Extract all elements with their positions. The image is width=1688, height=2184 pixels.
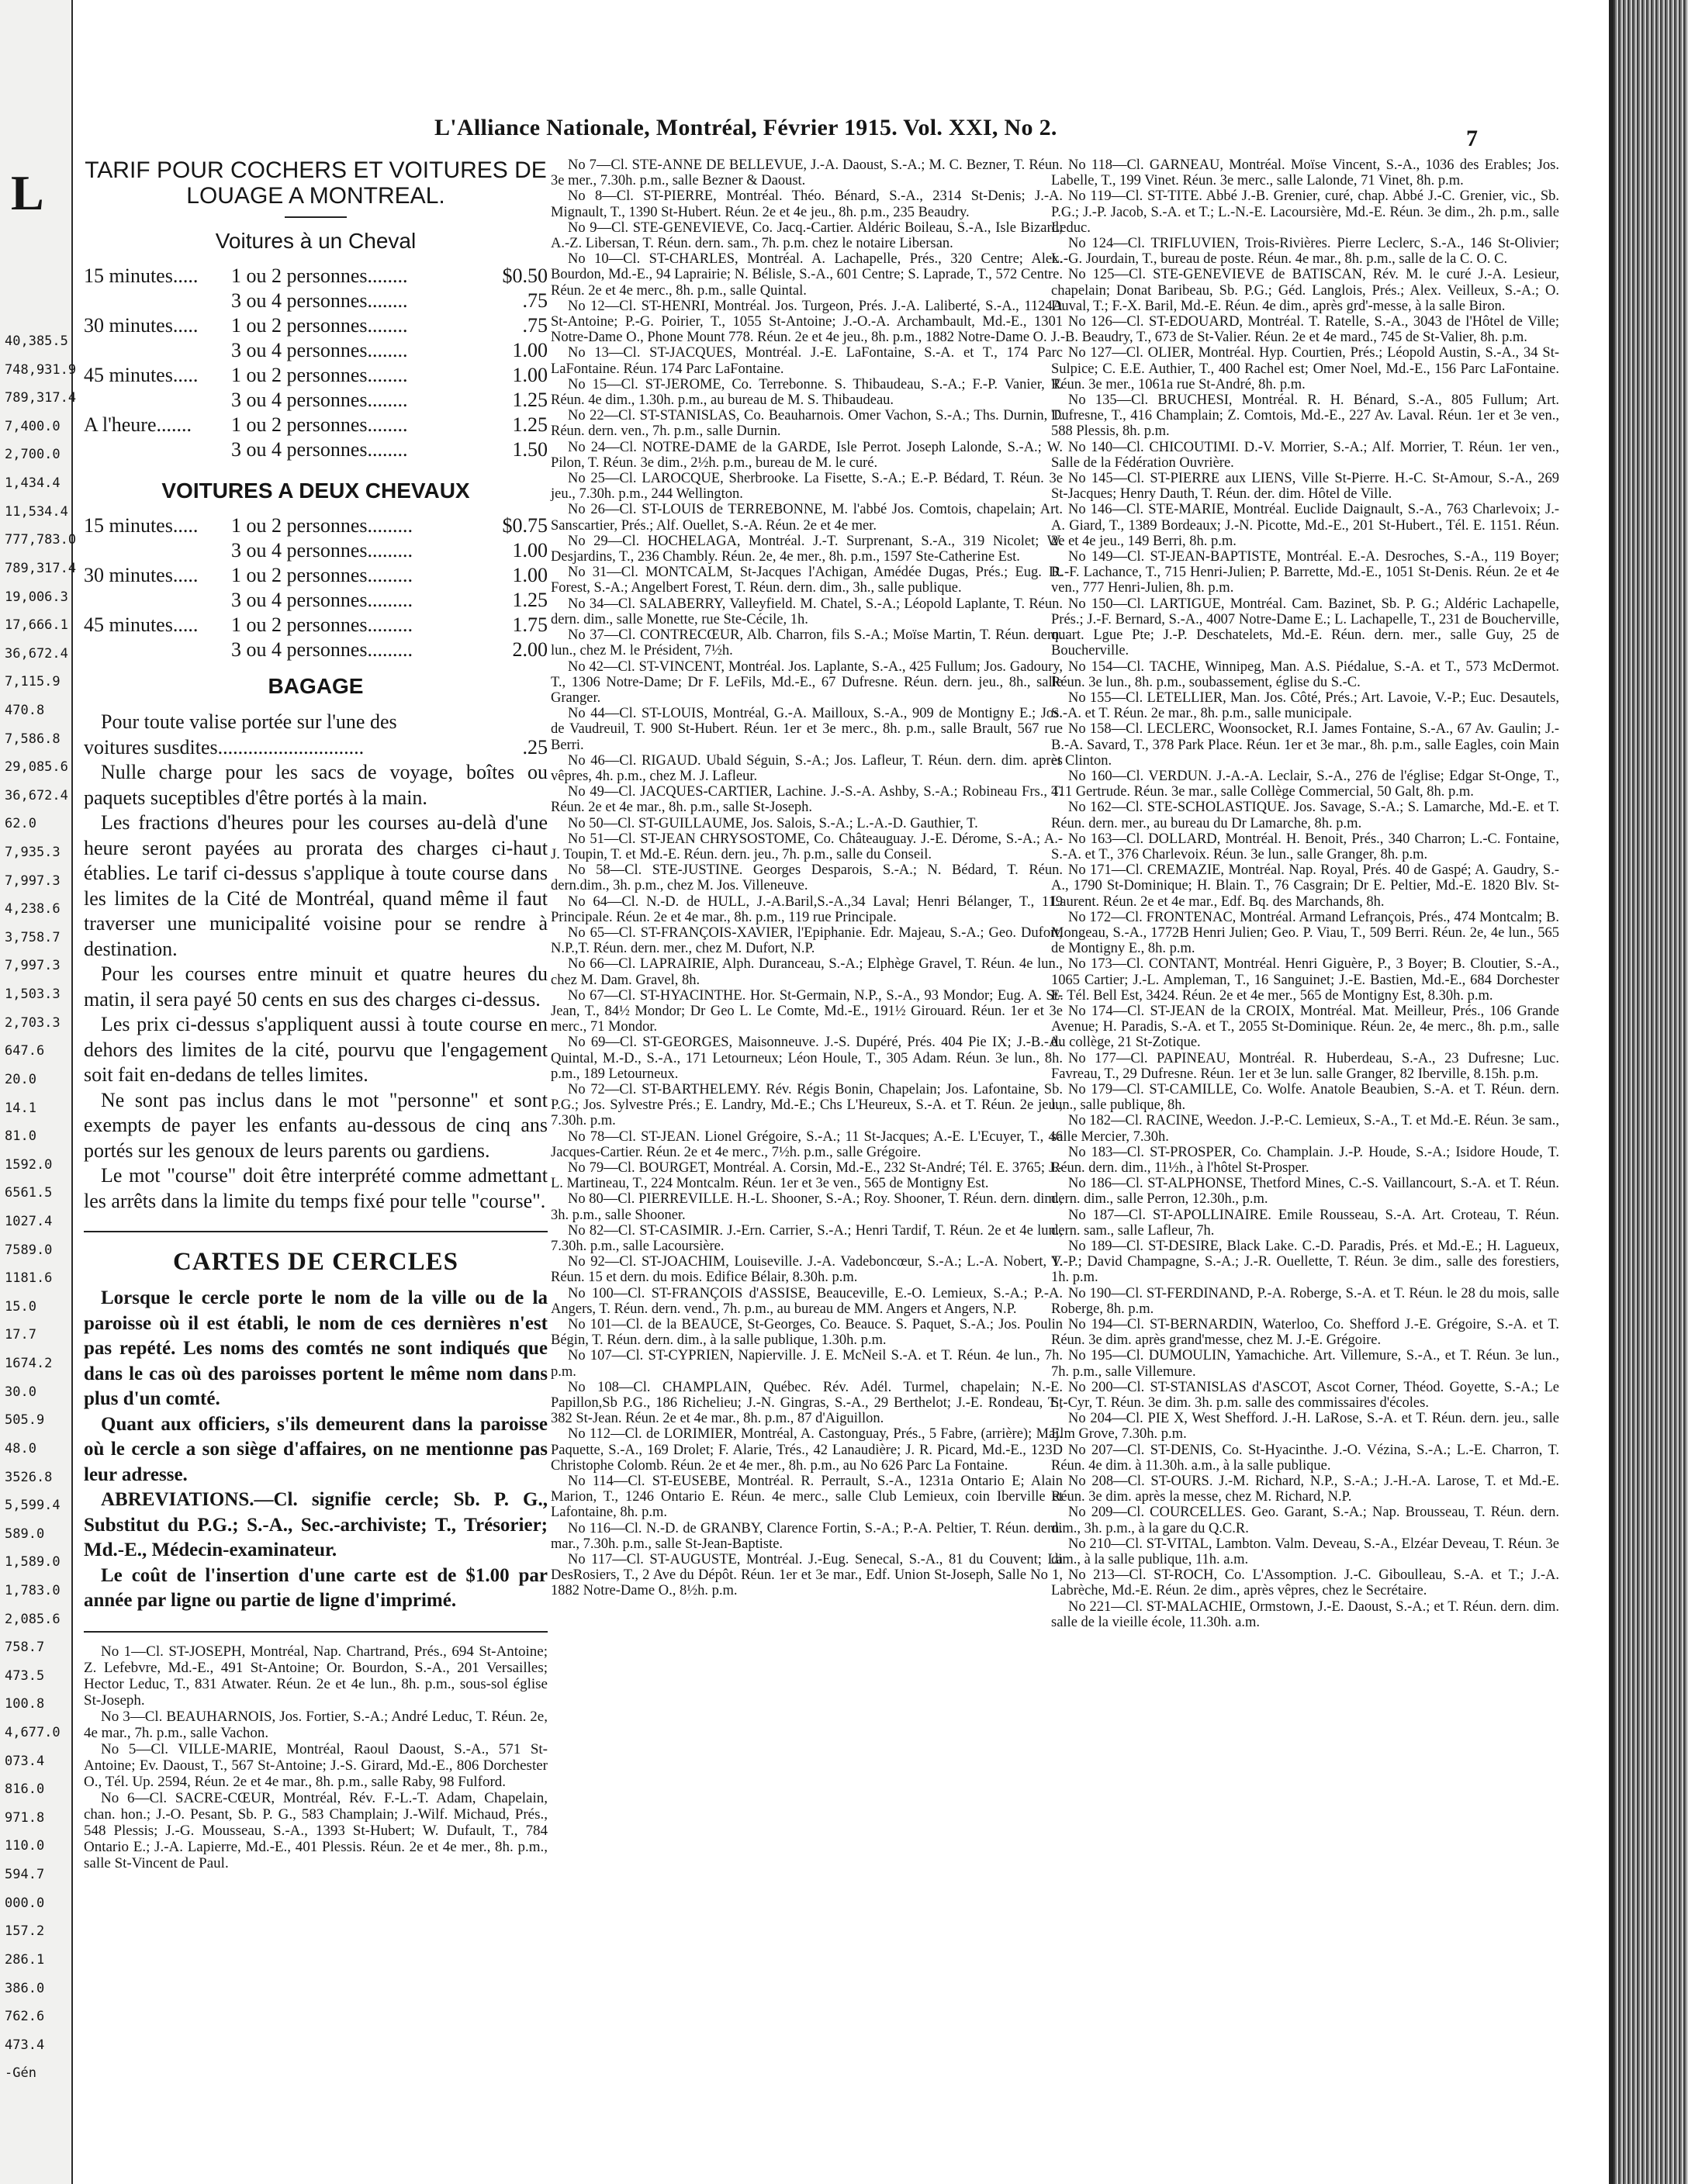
rate-row — [84, 589, 548, 613]
gutter-number: 789,317.4 — [5, 390, 77, 406]
circle-card-entry: No 146—Cl. STE-MARIE, Montréal. Euclide Daignault, S.-A., 763 Charlevoix; J.-A. Giard, T., 1389 Bordeaux; J.-N. Picotte, Md.-E., 201 St-Hubert., Tél. E. 1151. Réun. 2e et 4e jeu., 149 Berri, 8h. p.m. — [1051, 502, 1559, 549]
gutter-number: 17.7 — [5, 1327, 36, 1343]
circle-card-entry: No 64—Cl. N.-D. de HULL, J.-A.Baril,S.-A.,34 Laval; Henri Bélanger, T., 119 Principale. Réun. 2e et 4e mar., 8h. p.m., 119 rue Principale. — [551, 893, 1063, 925]
bagage-para-7: Le mot "course" doit être interprété comme admettant les arrêts dans la limite du temps fixé pour telle "course". — [84, 1164, 548, 1212]
gutter-number: 473.5 — [5, 1668, 45, 1684]
circle-card-entry: No 126—Cl. ST-EDOUARD, Montréal. T. Ratelle, S.-A., 3043 de l'Hôtel de Ville; J.-B. Beaudry, T., 673 de St-Valier. Réun. 2e et 4e mard., 745 de St-Valier, 8h. p.m. — [1051, 314, 1559, 346]
circle-card-entry: No 177—Cl. PAPINEAU, Montréal. R. Huberdeau, S.-A., 23 Dufresne; Luc. Favreau, T., 29 Dufresne. Réun. 1er et 3e lun. salle Granger, 82 Iberville, 8.15h. p.m. — [1051, 1050, 1559, 1082]
gutter-number: 777,783.0 — [5, 532, 77, 548]
circle-card-entry: No 209—Cl. COURCELLES. Geo. Garant, S.-A.; Nap. Brousseau, T. Réun. dern. dim., 3h. p.m., à la gare du Q.C.R. — [1051, 1505, 1559, 1536]
gutter-number: 7589.0 — [5, 1242, 53, 1258]
gutter-number: 762.6 — [5, 2009, 45, 2024]
circle-card-entry: No 6—Cl. SACRE-CŒUR, Montréal, Rév. F.-L.-T. Adam, Chapelain, chan. hon.; J.-O. Pesant, Sb. P. G., 583 Champlain; J.-Wilf. Michaud, Prés., 548 Plessis; J.-G. Mousseau, S.-A., 1393 St-Hubert; W. Dufault, T., 784 Ontario E.; J.-A. Lapierre, Md.-E., 401 Plessis. Réun. 2e et 4e mer., 8h. p.m., salle St-Vincent de Paul. — [84, 1789, 548, 1871]
circle-card-entry: No 46—Cl. RIGAUD. Ubald Séguin, S.-A.; Jos. Lafleur, T. Réun. dern. dim. après vêpres, 4h. p.m., chez M. J. Lafleur. — [551, 752, 1063, 784]
gutter-number: 4,677.0 — [5, 1725, 61, 1740]
rate-price: $0.50 — [502, 264, 548, 287]
gutter-number: 6561.5 — [5, 1185, 53, 1201]
gutter-number: 14.1 — [5, 1101, 36, 1116]
gutter-number: 17,666.1 — [5, 617, 68, 633]
gutter-number: 2,703.3 — [5, 1015, 61, 1031]
gutter-number: 7,586.8 — [5, 731, 61, 747]
rate-price: 2.00 — [512, 638, 548, 661]
gutter-number: 386.0 — [5, 1981, 45, 1996]
gutter-number: 20.0 — [5, 1072, 36, 1087]
rate-duration: 45 minutes..... — [84, 613, 199, 636]
circle-card-entry: No 8—Cl. ST-PIERRE, Montréal. Théo. Bénard, S.-A., 2314 St-Denis; J.-A. Mignault, T., 1390 St-Hubert. Réun. 2e et 4e jeu., 8h. p.m., 235 Beaudry. — [551, 188, 1063, 220]
circle-card-entry: No 171—Cl. CREMAZIE, Montréal. Nap. Royal, Prés. 40 de Gaspé; A. Gaudry, S.-A., 1790 St-Dominique; H. Blain. T., 76 Casgrain; Dr E. Peltier, Md.-E. 1820 Blv. St-Laurent. Réun. 2e et 4e mar., Edf. Bq. des Marchands, 8h. — [1051, 862, 1559, 910]
rate-row — [84, 539, 548, 564]
circle-card-entry: No 208—Cl. ST-OURS. J.-M. Richard, N.P., S.-A.; J.-H.-A. Larose, T. et Md.-E. Réun. 3e dim. après la messe, chez M. Richard, N.P. — [1051, 1474, 1559, 1505]
gutter-number: -Gén — [5, 2065, 36, 2081]
tarif-title: TARIF POUR COCHERS ET VOITURES DE LOUAGE A MONTREAL. — [85, 157, 547, 209]
rate-row — [84, 314, 548, 339]
circle-card-entry: No 65—Cl. ST-FRANÇOIS-XAVIER, l'Epiphanie. Edr. Majeau, S.-A.; Geo. Dufort, N.P.,T. Réun. dern. mer., chez M. Dufort, N.P. — [551, 924, 1063, 957]
circle-card-entry: No 163—Cl. DOLLARD, Montréal. H. Benoit, Prés., 340 Charron; L.-C. Fontaine, S.-A. et T., 376 Charlevoix. Réun. 3e lun., salle Granger, 8h. p.m. — [1051, 831, 1559, 862]
left-entries — [84, 1643, 548, 1871]
circle-card-entry: No 210—Cl. ST-VITAL, Lambton. Valm. Deveau, S.-A., Elzéar Deveau, T. Réun. 3e dim., à la salle publique, 11h. a.m. — [1051, 1536, 1559, 1568]
circle-card-entry: No 7—Cl. STE-ANNE DE BELLEVUE, J.-A. Daoust, S.-A.; M. C. Bezner, T. Réun. 3e mer., 7.30h. p.m., salle Bezner & Daoust. — [551, 157, 1063, 189]
gutter-number: 000.0 — [5, 1895, 45, 1911]
rate-price: 1.00 — [512, 564, 548, 586]
rate-row — [84, 514, 548, 539]
gutter-number: 36,672.4 — [5, 646, 68, 662]
gutter-number: 100.8 — [5, 1696, 45, 1712]
rate-passengers: 3 ou 4 personnes........ — [231, 389, 408, 411]
rate-price: 1.25 — [512, 413, 548, 436]
rate-duration: 15 minutes..... — [84, 514, 199, 537]
circle-card-entry: No 34—Cl. SALABERRY, Valleyfield. M. Chatel, S.-A.; Léopold Laplante, T. Réun. dern. dim., salle Monette, rue Ste-Cécile, 1h. — [551, 596, 1063, 627]
circle-card-entry: No 149—Cl. ST-JEAN-BAPTISTE, Montréal. E.-A. Desroches, S.-A., 119 Boyer; R.-F. Lachance, T., 715 Henri-Julien; P. Barrette, Md.-E., 1051 St-Denis. Réun. 2e et 4e ven., 777 Henri-Julien, 8h. p.m. — [1051, 549, 1559, 596]
gutter-number: 789,317.4 — [5, 561, 77, 576]
circle-card-entry: No 31—Cl. MONTCALM, St-Jacques l'Achigan, Amédée Dugas, Prés.; Eug. D. Forest, S.-A.; Angelbert Forest, T. Réun. dern. dim., 3h., salle publique. — [551, 565, 1063, 596]
gutter-number: 1674.2 — [5, 1356, 53, 1371]
circle-card-entry: No 9—Cl. STE-GENEVIEVE, Co. Jacq.-Cartier. Aldéric Boileau, S.-A., Isle Bizard; A.-Z. Libersan, T. Réun. dern. sam., 7h. p.m. chez le notaire Libersan. — [551, 219, 1063, 252]
circle-card-entry: No 117—Cl. ST-AUGUSTE, Montréal. J.-Eug. Senecal, S.-A., 81 du Couvent; La DesRosiers, T., 2 Ave du Dépôt. Réun. 1er et 3e mar., Edf. Union St-Joseph, Salle No 1, 1882 Notre-Dame O., 8½h. p.m. — [551, 1552, 1063, 1599]
gutter-number: 7,997.3 — [5, 873, 61, 889]
rate-passengers: 1 ou 2 personnes........ — [231, 364, 408, 386]
gutter-number: 971.8 — [5, 1810, 45, 1826]
rate-passengers: 3 ou 4 personnes........ — [231, 438, 408, 461]
gutter-letter: L — [11, 165, 44, 220]
circle-card-entry: No 160—Cl. VERDUN. J.-A.-A. Leclair, S.-A., 276 de l'église; Edgar St-Onge, T., 411 Gertrude. Réun. 3e mar., salle Collège Commercial, 50 Galt, 8h. p.m. — [1051, 768, 1559, 800]
rate-row — [84, 438, 548, 463]
circle-card-entry: No 25—Cl. LAROCQUE, Sherbrooke. La Fisette, S.-A.; E.-P. Bédard, T. Réun. 3e jeu., 7.30h. p.m., 244 Wellington. — [551, 471, 1063, 503]
gutter-number: 1592.0 — [5, 1157, 53, 1173]
bagage-para-2: Nulle charge pour les sacs de voyage, boîtes ou paquets suceptibles d'être portés à la main. — [84, 761, 548, 809]
gutter-number: 11,534.4 — [5, 504, 68, 520]
right-column — [1051, 157, 1559, 1630]
circle-card-entry: No 124—Cl. TRIFLUVIEN, Trois-Rivières. Pierre Leclerc, S.-A., 146 St-Olivier; L.-G. Jourdain, T., bureau de poste. Réun. 4e mar., 8h. p.m., salle de la C. O. C. — [1051, 236, 1559, 268]
circle-card-entry: No 114—Cl. ST-EUSEBE, Montréal. R. Perrault, S.-A., 1231a Ontario E; Alain Marion, T., 1246 Ontario E. Réun. 4e merc., salle Club Lemieux, coin Iberville et Lafontaine, 8h. p.m. — [551, 1474, 1063, 1521]
circle-card-entry: No 26—Cl. ST-LOUIS de TERREBONNE, M. l'abbé Jos. Comtois, chapelain; Art. Sanscartier, Prés.; Alf. Ouellet, S.-A. Réun. 2e et 4e mer. — [551, 502, 1063, 534]
circle-card-entry: No 135—Cl. BRUCHESI, Montréal. R. H. Bénard, S.-A., 805 Fullum; Art. Dufresne, T., 416 Champlain; Z. Comtois, Md.-E., 227 Av. Laval. Réun. 1er et 3e ven., 588 Plessis, 8h. p.m. — [1051, 392, 1559, 440]
rate-duration: 30 minutes..... — [84, 314, 199, 337]
page-header: L'Alliance Nationale, Montréal, Février 1915. Vol. XXI, No 2. — [434, 115, 1057, 140]
circle-card-entry: No 190—Cl. ST-FERDINAND, P.-A. Roberge, S.-A. et T. Réun. le 28 du mois, salle Roberge, 8h. p.m. — [1051, 1285, 1559, 1317]
cartes-title: CARTES DE CERCLES — [173, 1248, 458, 1276]
circle-card-entry: No 158—Cl. LECLERC, Woonsocket, R.I. James Fontaine, S.-A., 67 Av. Gaulin; J.-B.-A. Savard, T., 378 Park Place. Réun. 1er et 3e mar., 8h. p.m., salle Eagles, coin Main et Clinton. — [1051, 721, 1559, 769]
cartes-para-4: Le coût de l'insertion d'une carte est de $1.00 par année par ligne ou partie de ligne d'imprimé. — [84, 1564, 548, 1611]
rate-row — [84, 413, 548, 438]
circle-card-entry: No 15—Cl. ST-JEROME, Co. Terrebonne. S. Thibaudeau, S.-A.; F.-P. Vanier, T. Réun. 4e dim., 1.30h. p.m., au bureau de M. S. Thibaudeau. — [551, 376, 1063, 409]
circle-card-entry: No 125—Cl. STE-GENEVIEVE de BATISCAN, Rév. M. le curé J.-A. Lesieur, chapelain; Donat Baribeau, Sb. P.G.; Géd. Langlois, Prés.; Alex. Veilleux, S.-A.; O. Duval, T.; F.-X. Baril, Md.-E. Réun. 4e dim., après grd'-messe, à la salle Biron. — [1051, 267, 1559, 314]
middle-entries — [551, 157, 1063, 1599]
circle-card-entry: No 179—Cl. ST-CAMILLE, Co. Wolfe. Anatole Beaubien, S.-A. et T. Réun. dern. lun., salle publique, 8h. — [1051, 1081, 1559, 1114]
gutter-number: 110.0 — [5, 1838, 45, 1854]
circle-card-entry: No 145—Cl. ST-PIERRE aux LIENS, Ville St-Pierre. H.-C. St-Amour, S.-A., 269 St-Jacques; Henry Dauth, T. Réun. der. dim. Hôtel de Ville. — [1051, 471, 1559, 503]
circle-card-entry: No 44—Cl. ST-LOUIS, Montréal, G.-A. Mailloux, S.-A., 909 de Montigny E.; Jos. de Vaudreuil, T. 900 St-Hubert. Réun. 1er et 3e merc., 8h. p.m., salle Brault, 567 rue Berri. — [551, 706, 1063, 753]
gutter-number: 647.6 — [5, 1043, 45, 1059]
gutter-number: 7,997.3 — [5, 958, 61, 973]
bagage-para-5: Les prix ci-dessus s'appliquent aussi à toute course en dehors des limites de la cité, pourvu que l'engagement soit fait en-dedans de telles limites. — [84, 1013, 548, 1086]
rate-passengers: 3 ou 4 personnes........ — [231, 289, 408, 312]
rate-passengers: 1 ou 2 personnes......... — [231, 514, 413, 537]
circle-card-entry: No 118—Cl. GARNEAU, Montréal. Moïse Vincent, S.-A., 1036 des Erables; Jos. Labelle, T., 199 Vinet. Réun. 3e merc., salle Lalonde, 71 Vinet, 8h. p.m. — [1051, 157, 1559, 189]
circle-card-entry: No 186—Cl. ST-ALPHONSE, Thetford Mines, C.-S. Vaillancourt, S.-A. et T. Réun. dern. dim., salle Perron, 12.30h., p.m. — [1051, 1176, 1559, 1208]
circle-card-entry: No 12—Cl. ST-HENRI, Montréal. Jos. Turgeon, Prés. J.-A. Laliberté, S.-A., 1124A St-Antoine; P.-G. Poirier, T., 1055 St-Antoine; J.-O.-A. Archambault, Md.-E., 1301 Notre-Dame O., Phone Mount 778. Réun. 2e et 4e jeu., 8h. p.m., 1882 Notre-Dame O. — [551, 298, 1063, 346]
gutter-number: 3526.8 — [5, 1470, 53, 1485]
rate-price: $0.75 — [502, 514, 548, 537]
bagage-price-line — [84, 735, 548, 761]
circle-card-entry: No 140—Cl. CHICOUTIMI. D.-V. Morrier, S.-A.; Alf. Morrier, T. Réun. 1er ven., Salle de la Fédération Ouvrière. — [1051, 439, 1559, 471]
circle-card-entry: No 29—Cl. HOCHELAGA, Montréal. J.-T. Surprenant, S.-A., 319 Nicolet; W. Desjardins, T., 236 Chambly. Réun. 2e, 4e mer., 8h. p.m., 1597 Ste-Catherine Est. — [551, 533, 1063, 565]
circle-card-entry: No 107—Cl. ST-CYPRIEN, Napierville. J. E. McNeil S.-A. et T. Réun. 4e lun., 7h. p.m. — [551, 1348, 1063, 1380]
gutter-number: 1,503.3 — [5, 987, 61, 1002]
circle-card-entry: No 80—Cl. PIERREVILLE. H.-L. Shooner, S.-A.; Roy. Shooner, T. Réun. dern. dim., 3h. p.m., salle Shooner. — [551, 1191, 1063, 1223]
rate-row — [84, 638, 548, 663]
circle-card-entry: No 79—Cl. BOURGET, Montréal. A. Corsin, Md.-E., 232 St-André; Tél. E. 3765; J.-L. Martineau, T., 224 Montcalm. Réun. 1er et 3e ven., 565 de Montigny Est. — [551, 1160, 1063, 1192]
gutter-number: 15.0 — [5, 1299, 36, 1315]
gutter-number: 505.9 — [5, 1412, 45, 1428]
divider — [285, 216, 347, 218]
rate-price: .75 — [522, 314, 548, 337]
rate-duration: 45 minutes..... — [84, 364, 199, 386]
un-cheval-title: Voitures à un Cheval — [215, 229, 417, 253]
circle-card-entry: No 37—Cl. CONTRECŒUR, Alb. Charron, fils S.-A.; Moïse Martin, T. Réun. dern. lun., chez M. le Président, 7½h. — [551, 627, 1063, 659]
circle-card-entry: No 112—Cl. de LORIMIER, Montréal, A. Castonguay, Prés., 5 Fabre, (arrière); Maj. Paquette, S.-A., 169 Drolet; F. Alarie, Trés., 42 Lanaudière; J. R. Picard, Md.-E., 123D Christophe Colomb. Réun. 2e et 4e mer., 8h. p.m., au No 626 Parc La Fontaine. — [551, 1426, 1063, 1474]
circle-card-entry: No 174—Cl. ST-JEAN de la CROIX, Montréal. Mat. Meilleur, Prés., 106 Grande Avenue; H. Paradis, S.-A. et T., 2055 St-Dominique. Réun. 2e, 4e merc., 8h. p.m., salle du collège, 21 St-Zotique. — [1051, 1003, 1559, 1051]
rate-price: 1.50 — [512, 438, 548, 461]
bagage-line-text: voitures susdites............................. — [84, 735, 365, 759]
rate-price: 1.00 — [512, 364, 548, 386]
circle-card-entry: No 72—Cl. ST-BARTHELEMY. Rév. Régis Bonin, Chapelain; Jos. Lafontaine, Sb. P.G.; Jos. Sylvestre Prés.; E. Landry, Md.-E.; Chs L'Heureux, S.-A. et T. Réun. 2e jeu., 7.30h. p.m. — [551, 1081, 1063, 1129]
gutter-number: 748,931.9 — [5, 362, 77, 378]
circle-card-entry: No 162—Cl. STE-SCHOLASTIQUE. Jos. Savage, S.-A.; S. Lamarche, Md.-E. et T. Réun. dern. mer., au bureau du Dr Lamarche, 8h. p.m. — [1051, 800, 1559, 831]
book-page-edges — [1614, 0, 1688, 2184]
rate-price: 1.25 — [512, 589, 548, 611]
circle-card-entry: No 194—Cl. ST-BERNARDIN, Waterloo, Co. Shefford J.-E. Grégoire, S.-A. et T. Réun. 3e dim. après grand'messe, chez M. J.-E. Grégoire. — [1051, 1317, 1559, 1349]
gutter-number: 758.7 — [5, 1640, 45, 1655]
circle-card-entry: No 172—Cl. FRONTENAC, Montréal. Armand Lefrançois, Prés., 474 Montcalm; B. Mongeau, S.-A., 1772B Henri Julien; Geo. P. Viau, T., 509 Berri. Réun. 2e, 4e lun., 565 de Montigny E., 8h. p.m. — [1051, 909, 1559, 957]
circle-card-entry: No 69—Cl. ST-GEORGES, Maisonneuve. J.-S. Dupéré, Prés. 404 Pie IX; J.-B.-A. Quintal, M.-D., S.-A., 171 Letourneux; Léon Houle, T., 305 Adam. Réun. 3e lun., 8h. p.m., 189 Letourneux. — [551, 1035, 1063, 1082]
gutter-number: 1,783.0 — [5, 1583, 61, 1598]
rate-row — [84, 364, 548, 389]
circle-card-entry: No 155—Cl. LETELLIER, Man. Jos. Côté, Prés.; Art. Lavoie, V.-P.; Euc. Desautels, S.-A. et T. Réun. 2e mar., 8h. p.m., salle municipale. — [1051, 689, 1559, 722]
bagage-para-4: Pour les courses entre minuit et quatre heures du matin, il sera payé 50 cents en sus des charges ci-dessus. — [84, 962, 548, 1011]
circle-card-entry: No 42—Cl. ST-VINCENT, Montréal. Jos. Laplante, S.-A., 425 Fullum; Jos. Gadoury, T., 1306 Notre-Dame; Dr F. LeFils, Md.-E., 67 Dufresne. Réun. dern. jeu., 8h., salle Granger. — [551, 658, 1063, 706]
circle-card-entry: No 116—Cl. N.-D. de GRANBY, Clarence Fortin, S.-A.; P.-A. Peltier, T. Réun. dern. mar., 7.30h. p.m., salle St-Jean-Baptiste. — [551, 1520, 1063, 1552]
rate-passengers: 1 ou 2 personnes......... — [231, 564, 413, 586]
circle-card-entry: No 1—Cl. ST-JOSEPH, Montréal, Nap. Chartrand, Prés., 694 St-Antoine; Z. Lefebvre, Md.-E., 491 St-Antoine; Or. Bourdon, S.-A., 201 Versailles; Hector Leduc, T., 831 Atwater. Réun. 2e et 4e lun., 8h. p.m., sous-sol église St-Joseph. — [84, 1643, 548, 1709]
circle-card-entry: No 24—Cl. NOTRE-DAME de la GARDE, Isle Perrot. Joseph Lalonde, S.-A.; W. Pilon, T. Réun. 3e dim., 2½h. p.m., bureau de M. le curé. — [551, 439, 1063, 471]
rate-price: 1.00 — [512, 339, 548, 361]
bagage-para-3: Les fractions d'heures pour les courses au-delà d'une heure seront payées au prorata des charges ci-haut établies. Le tarif ci-dessus s'applique à toute course dans les limites de la Cité de Montréal, quand même il faut traverser une municipalité voisine pour se rendre à destination. — [84, 811, 548, 960]
circle-card-entry: No 195—Cl. DUMOULIN, Yamachiche. Art. Villemure, S.-A., et T. Réun. 3e lun., 7h. p.m., salle Villemure. — [1051, 1348, 1559, 1380]
circle-card-entry: No 82—Cl. ST-CASIMIR. J.-Ern. Carrier, S.-A.; Henri Tardif, T. Réun. 2e et 4e lun., 7.30h. p.m., salle Lacoursière. — [551, 1222, 1063, 1255]
rate-passengers: 1 ou 2 personnes........ — [231, 413, 408, 436]
rate-passengers: 3 ou 4 personnes......... — [231, 589, 413, 611]
gutter-number: 4,238.6 — [5, 901, 61, 917]
circle-card-entry: No 200—Cl. ST-STANISLAS d'ASCOT, Ascot Corner, Théod. Goyette, S.-A.; Le St-Cyr, T. Réun. 3e dim. 3h. p.m. salle des commissaires d'écoles. — [1051, 1379, 1559, 1412]
section-divider — [84, 1231, 548, 1232]
circle-card-entry: No 58—Cl. STE-JUSTINE. Georges Desparois, S.-A.; N. Bédard, T. Réun. dern.dim., 3h. p.m., chez M. Jos. Villeneuve. — [551, 862, 1063, 894]
rate-price: 1.25 — [512, 389, 548, 411]
gutter-number: 157.2 — [5, 1923, 45, 1939]
cartes-para-2: Quant aux officiers, s'ils demeurent dans la paroisse où le cercle a son siège d'affaires, on ne mentionne pas leur adresse. — [84, 1413, 548, 1485]
deux-chevaux-title: VOITURES A DEUX CHEVAUX — [161, 479, 470, 503]
circle-card-entry: No 67—Cl. ST-HYACINTHE. Hor. St-Germain, N.P., S.-A., 93 Mondor; Eug. A. St-Jean, T., 84½ Mondor; Dr Geo L. Le Comte, Md.-E., 191½ Girouard. Réun. 1er et 3e merc., 71 Mondor. — [551, 987, 1063, 1035]
gutter-number: 7,115.9 — [5, 674, 61, 689]
right-entries — [1051, 157, 1559, 1630]
rate-row — [84, 289, 548, 314]
gutter-number: 2,085.6 — [5, 1612, 61, 1627]
circle-card-entry: No 3—Cl. BEAUHARNOIS, Jos. Fortier, S.-A.; André Leduc, T. Réun. 2e, 4e mar., 7h. p.m., salle Vachon. — [84, 1708, 548, 1741]
un-cheval-rates — [84, 264, 548, 463]
circle-card-entry: No 189—Cl. ST-DESIRE, Black Lake. C.-D. Paradis, Prés. et Md.-E.; H. Lagueux, V.-P.; David Champagne, S.-A.; J.-R. Ouellette, T. Réun. 3e dim., salle des forestiers, 1h. p.m. — [1051, 1239, 1559, 1286]
gutter-number: 589.0 — [5, 1526, 45, 1542]
section-divider — [84, 1631, 548, 1633]
circle-card-entry: No 50—Cl. ST-GUILLAUME, Jos. Salois, S.-A.; L.-A.-D. Gauthier, T. — [568, 815, 978, 831]
rate-passengers: 1 ou 2 personnes........ — [231, 264, 408, 287]
gutter-number: 1,434.4 — [5, 475, 61, 491]
rate-price: 1.75 — [512, 613, 548, 636]
circle-card-entry: No 100—Cl. ST-FRANÇOIS d'ASSISE, Beauceville, E.-O. Lemieux, S.-A.; P.-A. Angers, T. Réun. dern. vend., 7h. p.m., au bureau de MM. Angers et Angers, N.P. — [551, 1285, 1063, 1317]
circle-card-entry: No 22—Cl. ST-STANISLAS, Co. Beauharnois. Omer Vachon, S.-A.; Ths. Durnin, T. Réun. dern. ven., 7h. p.m., salle Durnin. — [551, 408, 1063, 440]
left-column — [84, 157, 548, 1871]
middle-column — [551, 157, 1063, 1599]
deux-chevaux-rates — [84, 514, 548, 663]
rate-row — [84, 564, 548, 589]
circle-card-entry: No 5—Cl. VILLE-MARIE, Montréal, Raoul Daoust, S.-A., 571 St-Antoine; Ev. Daoust, T., 567 St-Antoine; J.-S. Girard, Md.-E., 806 Dorchester O., Tél. Up. 2594, Réun. 2e et 4e mar., 8h. p.m., salle Raby, 98 Fulford. — [84, 1740, 548, 1790]
circle-card-entry: No 221—Cl. ST-MALACHIE, Ormstown, J.-E. Daoust, S.-A.; et T. Réun. dern. dim. salle de la vieille école, 11.30h. a.m. — [1051, 1598, 1559, 1630]
circle-card-entry: No 92—Cl. ST-JOACHIM, Louiseville. J.-A. Vadeboncœur, S.-A.; L.-A. Nobert, T. Réun. 15 et dern. du mois. Edifice Bélair, 8.30h. p.m. — [551, 1254, 1063, 1286]
rate-passengers: 1 ou 2 personnes......... — [231, 613, 413, 636]
rate-price: .75 — [522, 289, 548, 312]
circle-card-entry: No 127—Cl. OLIER, Montréal. Hyp. Courtien, Prés.; Léopold Austin, S.-A., 34 St-Sulpice; C. E.E. Authier, T., 400 Rachel est; Omer Noel, Md.-E., 156 Parc LaFontaine. Réun. 3e mer., 1061a rue St-André, 8h. p.m. — [1051, 345, 1559, 392]
gutter-number: 2,700.0 — [5, 447, 61, 462]
circle-card-entry: No 150—Cl. LARTIGUE, Montréal. Cam. Bazinet, Sb. P. G.; Aldéric Lachapelle, Prés.; J.-F. Bernard, S.-A., 4007 Notre-Dame E.; L. Lachapelle, T., 231 de Boucherville, quart. Lgue Pte; J.-P. Deschatelets, Md.-E. Réun. dern. mer., salle Guy, 25 de Boucherville. — [1051, 596, 1559, 659]
circle-card-entry: No 213—Cl. ST-ROCH, Co. L'Assomption. J.-C. Giboulleau, S.-A. et T.; J.-A. Labrèche, Md.-E. Réun. 2e dim., après vêpres, chez le Secrétaire. — [1051, 1567, 1559, 1599]
circle-card-entry: No 108—Cl. CHAMPLAIN, Québec. Rév. Adél. Turmel, chapelain; N.-E. Papillon,Sb P.G., 186 Richelieu; J.-N. Gingras, S.-A., 29 Berthelot; J.-E. Rondeau, T., 382 St-Jean. Réun. 2e et 4e mar., 8h. p.m., 87 d'Aiguillon. — [551, 1379, 1063, 1427]
circle-card-entry: No 10—Cl. ST-CHARLES, Montréal. A. Lachapelle, Prés., 320 Centre; Alex. Bourdon, Md.-E., 94 Laprairie; N. Bélisle, S.-A., 601 Centre; S. Laprade, T., 572 Centre. Réun. 2e et 4e merc., 8h. p.m., salle Quintal. — [551, 251, 1063, 299]
rate-duration: 30 minutes..... — [84, 564, 199, 586]
gutter-number: 470.8 — [5, 703, 45, 718]
circle-card-entry: No 78—Cl. ST-JEAN. Lionel Grégoire, S.-A.; 11 St-Jacques; A.-E. L'Ecuyer, T., 46 Jacques-Cartier. Réun. 2e et 4e merc., 7½h. p.m., salle Grégoire. — [551, 1128, 1063, 1160]
rate-price: 1.00 — [512, 539, 548, 562]
bagage-title: BAGAGE — [268, 674, 364, 698]
gutter-number: 30.0 — [5, 1384, 36, 1400]
bagage-para-1: Pour toute valise portée sur l'une des — [101, 710, 397, 733]
circle-card-entry: No 49—Cl. JACQUES-CARTIER, Lachine. J.-S.-A. Ashby, S.-A.; Robineau Frs., T. Réun. 2e et 4e mar., 8h. p.m., salle St-Joseph. — [551, 784, 1063, 816]
gutter-number: 073.4 — [5, 1754, 45, 1769]
gutter-number: 5,599.4 — [5, 1498, 61, 1513]
gutter-number: 7,400.0 — [5, 419, 61, 434]
gutter-number: 1,589.0 — [5, 1554, 61, 1570]
rate-row — [84, 389, 548, 413]
rate-row — [84, 264, 548, 289]
circle-card-entry: No 101—Cl. de la BEAUCE, St-Georges, Co. Beauce. S. Paquet, S.-A.; Jos. Poulin Bégin, T. Réun. dern. dim., à la salle publique, 1.30h. p.m. — [551, 1317, 1063, 1349]
gutter-number: 816.0 — [5, 1781, 45, 1797]
gutter-number: 473.4 — [5, 2037, 45, 2053]
rate-passengers: 3 ou 4 personnes........ — [231, 339, 408, 361]
gutter-number: 286.1 — [5, 1952, 45, 1968]
gutter-number: 1181.6 — [5, 1270, 53, 1286]
circle-card-entry: No 154—Cl. TACHE, Winnipeg, Man. A.S. Piédalue, S.-A. et T., 573 McDermot. Réun. 3e lun., 8h. p.m., soubassement, église du S.-C. — [1051, 658, 1559, 690]
circle-card-entry: No 173—Cl. CONTANT, Montréal. Henri Giguère, P., 3 Boyer; B. Cloutier, S.-A., 1065 Cartier; J.-L. Ampleman, T., 16 Sanguinet; J.-E. Bastien, Md.-E., 684 Dorchester E. Tél. Bell Est, 3424. Réun. 2e et 4e mer., 565 de Montigny Est, 8.30h. p.m. — [1051, 956, 1559, 1004]
gutter-number: 1027.4 — [5, 1214, 53, 1229]
gutter-number: 48.0 — [5, 1441, 36, 1457]
circle-card-entry: No 119—Cl. ST-TITE. Abbé J.-B. Grenier, curé, chap. Abbé J.-C. Grenier, vic., Sb. P.G.; J.-P. Jacob, S.-A. et T.; L.-N.-E. Lacoursière, Md.-E. Réun. 3e dim., 2h. p.m., salle Leduc. — [1051, 188, 1559, 236]
circle-card-entry: No 187—Cl. ST-APOLLINAIRE. Emile Rousseau, S.-A. Art. Croteau, T. Réun. dern. sam., salle Lafleur, 7h. — [1051, 1207, 1559, 1239]
circle-card-entry: No 51—Cl. ST-JEAN CHRYSOSTOME, Co. Châteauguay. J.-E. Dérome, S.-A.; A.-J. Toupin, T. et Md.-E. Réun. dern. jeu., 7h. p.m., salle du Conseil. — [551, 831, 1063, 862]
page-number: 7 — [1466, 126, 1478, 151]
gutter-number: 29,085.6 — [5, 759, 68, 775]
previous-page-gutter — [0, 0, 77, 2184]
circle-card-entry: No 204—Cl. PIE X, West Shefford. J.-H. LaRose, S.-A. et T. Réun. dern. jeu., salle Elm Grove, 7.30h. p.m. — [1051, 1411, 1559, 1443]
rate-passengers: 3 ou 4 personnes......... — [231, 638, 413, 661]
circle-card-entry: No 207—Cl. ST-DENIS, Co. St-Hyacinthe. J.-O. Vézina, S.-A.; L.-E. Charron, T. Réun. 4e dim. à 11.30h. a.m., à la salle publique. — [1051, 1442, 1559, 1474]
gutter-number: 7,935.3 — [5, 845, 61, 860]
bagage-price: .25 — [522, 735, 548, 759]
cartes-para-3: ABREVIATIONS.—Cl. signifie cercle; Sb. P. G., Substitut du P.G.; S.-A., Sec.-archiviste; T., Trésorier; Md.-E., Médecin-examinateur. — [84, 1489, 548, 1560]
gutter-number: 594.7 — [5, 1867, 45, 1882]
gutter-number: 40,385.5 — [5, 333, 68, 349]
circle-card-entry: No 66—Cl. LAPRAIRIE, Alph. Duranceau, S.-A.; Elphège Gravel, T. Réun. 4e lun., chez M. Dam. Gravel, 8h. — [551, 956, 1063, 988]
gutter-number: 36,672.4 — [5, 788, 68, 803]
gutter-number: 62.0 — [5, 816, 36, 831]
rate-duration: A l'heure....... — [84, 413, 192, 436]
rate-passengers: 3 ou 4 personnes......... — [231, 539, 413, 562]
rate-row — [84, 613, 548, 638]
bagage-para-6: Ne sont pas inclus dans le mot "personne" et sont exempts de payer les enfants au-dessous de cinq ans portés sur les genoux de leurs parents ou gardiens. — [84, 1088, 548, 1162]
rate-duration: 15 minutes..... — [84, 264, 199, 287]
gutter-number: 19,006.3 — [5, 589, 68, 605]
circle-card-entry: No 182—Cl. RACINE, Weedon. J.-P.-C. Lemieux, S.-A., T. et Md.-E. Réun. 3e sam., salle Mercier, 7.30h. — [1051, 1113, 1559, 1145]
cartes-para-1: Lorsque le cercle porte le nom de la ville ou de la paroisse où il est établi, le nom de ces dernières n'est pas repété. Les noms des comtés ne sont indiqués que dans le cas où des paroisses portent le même nom dans plus d'un comté. — [84, 1287, 548, 1409]
circle-card-entry: No 13—Cl. ST-JACQUES, Montréal. J.-E. LaFontaine, S.-A. et T., 174 Parc LaFontaine. Réun. 174 Parc LaFontaine. — [551, 345, 1063, 377]
gutter-number: 81.0 — [5, 1128, 36, 1144]
rate-row — [84, 339, 548, 364]
rate-passengers: 1 ou 2 personnes........ — [231, 314, 408, 337]
gutter-number: 3,758.7 — [5, 930, 61, 945]
circle-card-entry: No 183—Cl. ST-PROSPER, Co. Champlain. J.-P. Houde, S.-A.; Isidore Houde, T. Réun. dern. dim., 11½h., à l'hôtel St-Prosper. — [1051, 1144, 1559, 1176]
